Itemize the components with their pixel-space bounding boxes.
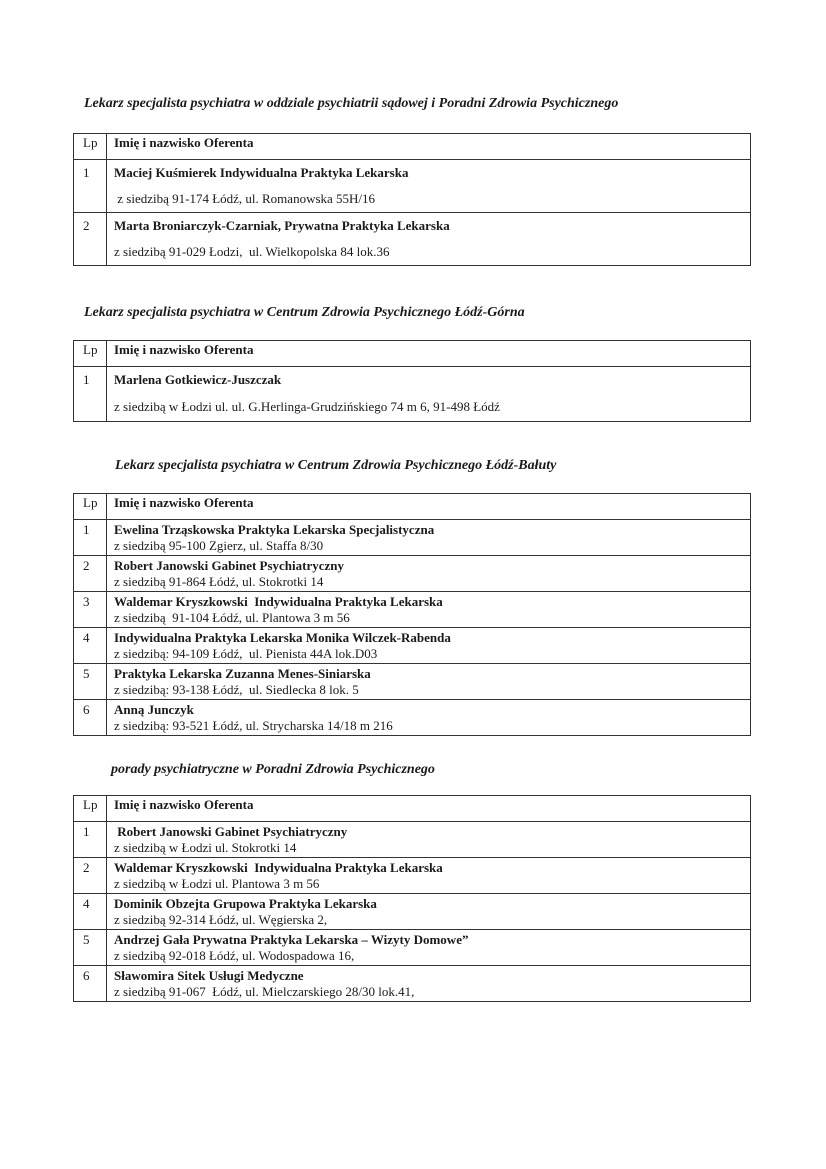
offer-table <box>73 340 751 422</box>
offeror-address: z siedzibą 91-067 Łódź, ul. Mielczarskiego 28/30 lok.41, <box>114 984 415 999</box>
offeror-address: z siedzibą 91-864 Łódź, ul. Stokrotki 14 <box>114 574 324 589</box>
table-row <box>74 556 751 592</box>
offeror-address: z siedzibą 91-174 Łódź, ul. Romanowska 55H/16 <box>114 191 376 206</box>
section-heading: Lekarz specjalista psychiatra w oddziale psychiatrii sądowej i Poradni Zdrowia Psychicznego <box>84 96 619 111</box>
offer-cell <box>107 858 751 894</box>
offer-cell <box>107 966 751 1002</box>
row-number: 5 <box>74 930 107 966</box>
table-row <box>74 592 751 628</box>
offer-table <box>73 795 751 1002</box>
table-row <box>74 213 751 266</box>
table-header-row <box>74 134 751 160</box>
table-row <box>74 858 751 894</box>
offer-cell <box>107 664 751 700</box>
offeror-address: z siedzibą: 93-521 Łódź, ul. Strycharska 14/18 m 216 <box>114 718 393 733</box>
offer-cell <box>107 700 751 736</box>
offer-cell <box>107 367 751 422</box>
offeror-name: Ewelina Trząskowska Praktyka Lekarska Specjalistyczna <box>114 522 435 537</box>
row-number: 4 <box>74 894 107 930</box>
section-heading: Lekarz specjalista psychiatra w Centrum Zdrowia Psychicznego Łódź-Górna <box>84 305 525 320</box>
table-row <box>74 367 751 422</box>
table-row <box>74 930 751 966</box>
offeror-name: Waldemar Kryszkowski Indywidualna Praktyka Lekarska <box>114 594 443 609</box>
row-number: 6 <box>74 700 107 736</box>
offeror-name: Marta Broniarczyk-Czarniak, Prywatna Praktyka Lekarska <box>114 218 450 233</box>
offeror-name: Praktyka Lekarska Zuzanna Menes-Siniarska <box>114 666 371 681</box>
row-number: 1 <box>74 822 107 858</box>
table-header-row <box>74 341 751 367</box>
offeror-name: Maciej Kuśmierek Indywidualna Praktyka Lekarska <box>114 165 409 180</box>
row-number: 1 <box>74 160 107 213</box>
offeror-address: z siedzibą w Łodzi ul. ul. G.Herlinga-Grudzińskiego 74 m 6, 91-498 Łódź <box>114 399 500 414</box>
table-header-row <box>74 796 751 822</box>
offeror-name: Marlena Gotkiewicz-Juszczak <box>114 372 282 387</box>
table-row <box>74 628 751 664</box>
table-row <box>74 894 751 930</box>
offeror-address: z siedzibą w Łodzi ul. Plantowa 3 m 56 <box>114 876 320 891</box>
name-header: Imię i nazwisko Oferenta <box>107 341 751 367</box>
offer-table <box>73 133 751 266</box>
offer-cell <box>107 556 751 592</box>
table-row <box>74 822 751 858</box>
offer-cell <box>107 894 751 930</box>
offeror-name: Waldemar Kryszkowski Indywidualna Praktyka Lekarska <box>114 860 443 875</box>
table-row <box>74 520 751 556</box>
offeror-address: z siedzibą w Łodzi ul. Stokrotki 14 <box>114 840 297 855</box>
offeror-name: Dominik Obzejta Grupowa Praktyka Lekarska <box>114 896 377 911</box>
offeror-name: Anną Junczyk <box>114 702 194 717</box>
offeror-address: z siedzibą: 94-109 Łódź, ul. Pienista 44A lok.D03 <box>114 646 378 661</box>
table-row <box>74 664 751 700</box>
offer-cell <box>107 592 751 628</box>
lp-header: Lp <box>74 494 107 520</box>
name-header: Imię i nazwisko Oferenta <box>107 796 751 822</box>
offeror-name: Robert Janowski Gabinet Psychiatryczny <box>114 558 345 573</box>
offeror-name: Robert Janowski Gabinet Psychiatryczny <box>114 824 348 839</box>
section-heading: Lekarz specjalista psychiatra w Centrum Zdrowia Psychicznego Łódź-Bałuty <box>115 458 557 473</box>
lp-header: Lp <box>74 341 107 367</box>
offer-cell <box>107 930 751 966</box>
row-number: 5 <box>74 664 107 700</box>
row-number: 2 <box>74 858 107 894</box>
offeror-address: z siedzibą 91-029 Łodzi, ul. Wielkopolska 84 lok.36 <box>114 244 390 259</box>
offeror-address: z siedzibą 92-018 Łódź, ul. Wodospadowa 16, <box>114 948 355 963</box>
section-heading: porady psychiatryczne w Poradni Zdrowia Psychicznego <box>111 762 435 777</box>
row-number: 6 <box>74 966 107 1002</box>
table-row <box>74 700 751 736</box>
offeror-address: z siedzibą 92-314 Łódź, ul. Węgierska 2, <box>114 912 328 927</box>
offeror-address: z siedzibą: 93-138 Łódź, ul. Siedlecka 8 lok. 5 <box>114 682 359 697</box>
lp-header: Lp <box>74 796 107 822</box>
row-number: 4 <box>74 628 107 664</box>
offeror-address: z siedzibą 95-100 Zgierz, ul. Staffa 8/30 <box>114 538 324 553</box>
offeror-address: z siedzibą 91-104 Łódź, ul. Plantowa 3 m 56 <box>114 610 350 625</box>
name-header: Imię i nazwisko Oferenta <box>107 134 751 160</box>
row-number: 1 <box>74 367 107 422</box>
offeror-name: Indywidualna Praktyka Lekarska Monika Wilczek-Rabenda <box>114 630 451 645</box>
offer-cell <box>107 822 751 858</box>
offer-cell <box>107 213 751 266</box>
table-row <box>74 966 751 1002</box>
offer-cell <box>107 160 751 213</box>
lp-header: Lp <box>74 134 107 160</box>
offer-cell <box>107 520 751 556</box>
offer-cell <box>107 628 751 664</box>
table-row <box>74 160 751 213</box>
offeror-name: Sławomira Sitek Usługi Medyczne <box>114 968 304 983</box>
offer-table <box>73 493 751 736</box>
table-header-row <box>74 494 751 520</box>
row-number: 3 <box>74 592 107 628</box>
row-number: 1 <box>74 520 107 556</box>
row-number: 2 <box>74 556 107 592</box>
name-header: Imię i nazwisko Oferenta <box>107 494 751 520</box>
offeror-name: Andrzej Gała Prywatna Praktyka Lekarska – Wizyty Domowe” <box>114 932 469 947</box>
row-number: 2 <box>74 213 107 266</box>
